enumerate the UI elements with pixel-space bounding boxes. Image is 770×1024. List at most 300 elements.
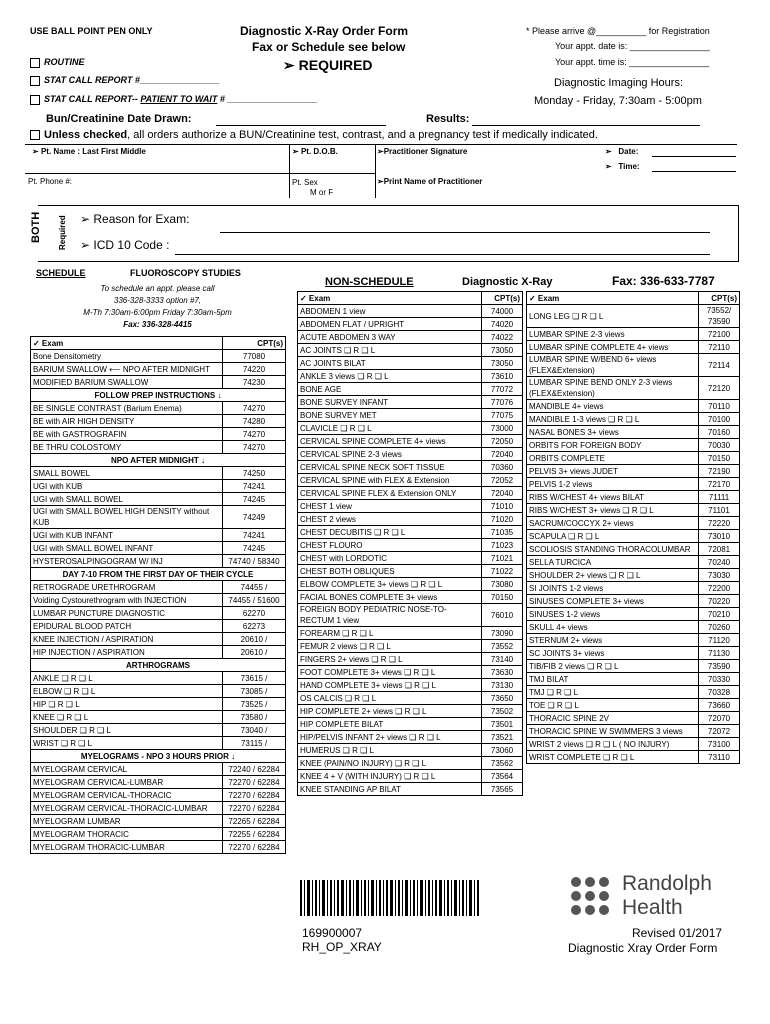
table-row[interactable] — [31, 841, 286, 854]
cpt-code: 72170 — [699, 478, 740, 491]
table-row[interactable] — [527, 426, 740, 439]
form-id: RH_OP_XRAY — [302, 940, 382, 954]
cpt-code: 71101 — [699, 504, 740, 517]
checkbox-icon[interactable] — [30, 95, 40, 105]
table-row[interactable] — [31, 555, 286, 568]
exam-name: HYSTEROSALPINGOGRAM W/ INJ — [31, 555, 223, 568]
table-row[interactable] — [31, 659, 286, 672]
divider — [375, 144, 376, 198]
cpt-code: 74245 — [223, 493, 286, 506]
table-row[interactable] — [298, 692, 523, 705]
pt-name-label: Pt. Name : Last First Middle — [40, 147, 146, 156]
exam-name: BE with AIR HIGH DENSITY — [31, 415, 223, 428]
exam-name: CERVICAL SPINE COMPLETE 4+ views — [298, 435, 482, 448]
exam-name: HUMERUS ❑ R ❑ L — [298, 744, 482, 757]
table-row[interactable] — [527, 305, 740, 328]
table-row[interactable] — [527, 673, 740, 686]
cpt-code: 73100 — [699, 738, 740, 751]
cpt-code: 72255 / 62284 — [223, 828, 286, 841]
cpt-code: 73040 / — [223, 724, 286, 737]
exam-name: MYELOGRAM CERVICAL — [31, 763, 223, 776]
cpt-code: 72270 / 62284 — [223, 789, 286, 802]
table-row[interactable] — [31, 493, 286, 506]
results-field[interactable] — [472, 125, 700, 126]
exam-name: HIP ❑ R ❑ L — [31, 698, 223, 711]
cpt-code: 73564 — [482, 770, 523, 783]
table-row[interactable] — [31, 685, 286, 698]
table-row[interactable] — [298, 653, 523, 666]
form-title: Diagnostic X-Ray Order Form — [240, 24, 409, 38]
exam-name: AC JOINTS ❑ R ❑ L — [298, 344, 482, 357]
table-row[interactable] — [527, 377, 740, 400]
routine-label: ROUTINE — [44, 57, 85, 67]
nonschedule-table-mid — [297, 291, 523, 796]
cpt-code: 77075 — [482, 409, 523, 422]
table-row[interactable] — [298, 731, 523, 744]
exam-name: LUMBAR PUNCTURE DIAGNOSTIC — [31, 607, 223, 620]
table-row[interactable] — [31, 506, 286, 529]
cpt-code: 74230 — [223, 376, 286, 389]
table-row[interactable] — [31, 389, 286, 402]
table-row[interactable] — [527, 517, 740, 530]
exam-name: CHEST 2 views — [298, 513, 482, 526]
cpt-code: 20610 / — [223, 633, 286, 646]
table-header — [298, 292, 523, 305]
cpt-code: 74270 — [223, 441, 286, 454]
pen-note: USE BALL POINT PEN ONLY — [30, 26, 153, 36]
table-row[interactable] — [31, 350, 286, 363]
table-row[interactable] — [298, 448, 523, 461]
exam-name: SKULL 4+ views — [527, 621, 699, 634]
exam-header: ✓ Exam — [527, 292, 699, 305]
table-row[interactable] — [527, 400, 740, 413]
table-row[interactable] — [527, 621, 740, 634]
table-row[interactable] — [527, 647, 740, 660]
cpt-code: 73501 — [482, 718, 523, 731]
cpt-code: 73110 — [699, 751, 740, 764]
cpt-code: 74220 — [223, 363, 286, 376]
cpt-code: 74455 / 51600 — [223, 594, 286, 607]
table-row[interactable] — [31, 441, 286, 454]
table-row[interactable] — [527, 582, 740, 595]
pt-phone-field[interactable]: Pt. Phone #: — [28, 177, 73, 186]
table-row[interactable] — [298, 383, 523, 396]
checkbox-icon[interactable] — [30, 130, 40, 140]
exam-name: FOOT COMPLETE 3+ views ❑ R ❑ L — [298, 666, 482, 679]
exam-name: HIP COMPLETE BILAT — [298, 718, 482, 731]
exam-name: LUMBAR SPINE 2-3 views — [527, 328, 699, 341]
exam-name: TMJ ❑ R ❑ L — [527, 686, 699, 699]
cpt-code: 74270 — [223, 402, 286, 415]
cpt-code: 72200 — [699, 582, 740, 595]
cpt-code: 74241 — [223, 529, 286, 542]
table-row[interactable] — [527, 686, 740, 699]
cpt-header: CPT(s) — [482, 292, 523, 305]
table-row[interactable] — [298, 500, 523, 513]
logo-dots-icon — [568, 874, 616, 927]
table-row[interactable] — [298, 526, 523, 539]
cpt-code: 76010 — [482, 604, 523, 627]
table-row[interactable] — [298, 666, 523, 679]
table-row[interactable] — [31, 646, 286, 659]
exam-name: SINUSES COMPLETE 3+ views — [527, 595, 699, 608]
exam-name: WRIST COMPLETE ❑ R ❑ L — [527, 751, 699, 764]
table-row[interactable] — [31, 750, 286, 763]
practitioner-signature-field[interactable]: ➢Practitioner Signature — [377, 147, 468, 156]
cpt-code: 73590 — [699, 660, 740, 673]
results-label: Results: — [426, 113, 470, 125]
table-row[interactable] — [298, 513, 523, 526]
pt-name-field[interactable]: ➢ Pt. Name : Last First Middle — [32, 147, 146, 156]
exam-name: BE with GASTROGRAFIN — [31, 428, 223, 441]
table-row[interactable] — [298, 344, 523, 357]
exam-name: KNEE ❑ R ❑ L — [31, 711, 223, 724]
table-row[interactable] — [31, 568, 286, 581]
table-row[interactable] — [298, 604, 523, 627]
exam-name: CHEST with LORDOTIC — [298, 552, 482, 565]
exam-name: THORACIC SPINE W SWIMMERS 3 views — [527, 725, 699, 738]
exam-name: ARTHROGRAMS — [31, 659, 286, 672]
pt-dob-field[interactable]: ➢ Pt. D.O.B. — [292, 147, 338, 156]
table-row[interactable] — [298, 552, 523, 565]
cpt-code: 70210 — [699, 608, 740, 621]
cpt-code: 73090 — [482, 627, 523, 640]
table-row[interactable] — [298, 757, 523, 770]
exam-name: ELBOW ❑ R ❑ L — [31, 685, 223, 698]
exam-name: MANDIBLE 1-3 views ❑ R ❑ L — [527, 413, 699, 426]
table-row[interactable] — [527, 556, 740, 569]
table-row[interactable] — [298, 627, 523, 640]
exam-header: ✓ Exam — [31, 337, 223, 350]
cpt-code: 74270 — [223, 428, 286, 441]
exam-name: MYELOGRAM THORACIC — [31, 828, 223, 841]
time-label: Time: — [618, 162, 640, 171]
table-row[interactable] — [527, 595, 740, 608]
exam-header: ✓ Exam — [298, 292, 482, 305]
cpt-code: 70150 — [482, 591, 523, 604]
cpt-code: 72190 — [699, 465, 740, 478]
table-row[interactable] — [31, 376, 286, 389]
cpt-code: 73502 — [482, 705, 523, 718]
exam-name: BONE SURVEY MET — [298, 409, 482, 422]
table-row[interactable] — [527, 569, 740, 582]
unless-option[interactable] — [30, 129, 598, 141]
table-row[interactable] — [527, 504, 740, 517]
table-row[interactable] — [527, 354, 740, 377]
table-row[interactable] — [298, 744, 523, 757]
fluoro-title: FLUOROSCOPY STUDIES — [130, 268, 241, 278]
exam-name: KNEE INJECTION / ASPIRATION — [31, 633, 223, 646]
cpt-code: 62273 — [223, 620, 286, 633]
table-row[interactable] — [31, 363, 286, 376]
exam-name: HIP/PELVIS INFANT 2+ views ❑ R ❑ L — [298, 731, 482, 744]
checkbox-icon[interactable] — [30, 76, 40, 86]
exam-name: CERVICAL SPINE with FLEX & Extension — [298, 474, 482, 487]
cpt-code: 77072 — [482, 383, 523, 396]
icd-field[interactable] — [175, 254, 710, 255]
cpt-code: 72240 / 62284 — [223, 763, 286, 776]
cpt-code: 71023 — [482, 539, 523, 552]
table-row[interactable] — [527, 465, 740, 478]
table-row[interactable] — [527, 341, 740, 354]
table-row[interactable] — [31, 711, 286, 724]
exam-name: OS CALCIS ❑ R ❑ L — [298, 692, 482, 705]
exam-name: STERNUM 2+ views — [527, 634, 699, 647]
exam-name: EPIDURAL BLOOD PATCH — [31, 620, 223, 633]
exam-name: SACRUM/COCCYX 2+ views — [527, 517, 699, 530]
cpt-code: 73000 — [482, 422, 523, 435]
table-row[interactable] — [298, 474, 523, 487]
table-row[interactable] — [298, 578, 523, 591]
exam-name: DAY 7-10 FROM THE FIRST DAY OF THEIR CYCLE — [31, 568, 286, 581]
cpt-code: 72100 — [699, 328, 740, 341]
table-row[interactable] — [31, 737, 286, 750]
date-field[interactable]: ➢ Date: — [605, 147, 639, 156]
stat-wait-option[interactable] — [30, 94, 317, 105]
table-row[interactable] — [298, 318, 523, 331]
exam-name: SINUSES 1-2 views — [527, 608, 699, 621]
cpt-code: 74020 — [482, 318, 523, 331]
table-row[interactable] — [298, 770, 523, 783]
exam-name: RIBS W/CHEST 4+ views BILAT — [527, 491, 699, 504]
table-row[interactable] — [298, 305, 523, 318]
hours-label: Diagnostic Imaging Hours: — [554, 77, 684, 89]
table-row[interactable] — [298, 705, 523, 718]
unless-text: , all orders authorize a BUN/Creatinine test, contrast, and a pregnancy test if medically indicated. — [127, 129, 598, 141]
bun-field[interactable] — [216, 125, 386, 126]
exam-name: KNEE STANDING AP BILAT — [298, 783, 482, 796]
cpt-code: 73525 / — [223, 698, 286, 711]
table-row[interactable] — [31, 581, 286, 594]
exam-name: FINGERS 2+ views ❑ R ❑ L — [298, 653, 482, 666]
cpt-code: 72270 / 62284 — [223, 776, 286, 789]
exam-name: UGI with SMALL BOWEL HIGH DENSITY without KUB — [31, 506, 223, 529]
pt-sex-options[interactable]: M or F — [310, 188, 334, 197]
exam-name: ACUTE ABDOMEN 3 WAY — [298, 331, 482, 344]
stat-call-option[interactable] — [30, 75, 220, 86]
table-row[interactable] — [31, 428, 286, 441]
table-row[interactable] — [298, 331, 523, 344]
exam-name: MYELOGRAM THORACIC-LUMBAR — [31, 841, 223, 854]
table-row[interactable] — [527, 751, 740, 764]
cpt-code: 74280 — [223, 415, 286, 428]
barcode-icon — [300, 880, 480, 916]
cpt-code: 72265 / 62284 — [223, 815, 286, 828]
exam-name: BARIUM SWALLOW ⟵ NPO AFTER MIDNIGHT — [31, 363, 223, 376]
exam-name: LONG LEG ❑ R ❑ L — [527, 305, 699, 328]
table-row[interactable] — [298, 422, 523, 435]
table-row[interactable] — [31, 828, 286, 841]
divider — [25, 173, 375, 174]
patient-to-wait: PATIENT TO WAIT — [140, 94, 218, 104]
table-row[interactable] — [31, 620, 286, 633]
table-row[interactable] — [31, 802, 286, 815]
form-name: Diagnostic Xray Order Form — [568, 941, 718, 955]
table-row[interactable] — [31, 415, 286, 428]
table-row[interactable] — [31, 480, 286, 493]
table-row[interactable] — [31, 402, 286, 415]
exam-name: AC JOINTS BILAT — [298, 357, 482, 370]
exam-name: CERVICAL SPINE NECK SOFT TISSUE — [298, 461, 482, 474]
table-row[interactable] — [31, 763, 286, 776]
routine-option[interactable] — [30, 57, 85, 68]
table-row[interactable] — [298, 461, 523, 474]
table-row[interactable] — [527, 439, 740, 452]
table-row[interactable] — [298, 409, 523, 422]
appt-time[interactable]: Your appt. time is: ________________ — [555, 57, 710, 67]
exam-name: Bone Densitometry — [31, 350, 223, 363]
table-row[interactable] — [527, 328, 740, 341]
cpt-header: CPT(s) — [699, 292, 740, 305]
cpt-code: 74245 — [223, 542, 286, 555]
table-row[interactable] — [31, 529, 286, 542]
table-row[interactable] — [298, 487, 523, 500]
form-subtitle: Fax or Schedule see below — [252, 40, 406, 54]
table-row[interactable] — [31, 698, 286, 711]
both-label: BOTH — [30, 211, 42, 243]
cpt-code: 71130 — [699, 647, 740, 660]
cpt-code: 72081 — [699, 543, 740, 556]
cpt-code: 73610 — [482, 370, 523, 383]
table-row[interactable] — [527, 491, 740, 504]
checkbox-icon[interactable] — [30, 58, 40, 68]
reason-field[interactable] — [220, 232, 710, 233]
table-row[interactable] — [31, 789, 286, 802]
reason-label: ➢ Reason for Exam: — [80, 212, 190, 226]
form-code: 169900007 — [302, 926, 363, 940]
table-row[interactable] — [31, 594, 286, 607]
exam-name: PELVIS 3+ views JUDET — [527, 465, 699, 478]
table-row[interactable] — [298, 783, 523, 796]
practitioner-print-field[interactable]: ➢Print Name of Practitioner — [377, 177, 483, 186]
table-row[interactable] — [527, 660, 740, 673]
exam-name: TIB/FIB 2 views ❑ R ❑ L — [527, 660, 699, 673]
cpt-code: 71035 — [482, 526, 523, 539]
table-header — [31, 337, 286, 350]
cpt-code: 72040 — [482, 448, 523, 461]
table-row[interactable] — [31, 633, 286, 646]
cpt-code: 73080 — [482, 578, 523, 591]
table-row[interactable] — [31, 672, 286, 685]
exam-name: ANKLE ❑ R ❑ L — [31, 672, 223, 685]
cpt-code: 73650 — [482, 692, 523, 705]
cpt-code: 70328 — [699, 686, 740, 699]
table-row[interactable] — [298, 718, 523, 731]
exam-name: CHEST DECUBITIS ❑ R ❑ L — [298, 526, 482, 539]
cpt-code: 73060 — [482, 744, 523, 757]
table-row[interactable] — [31, 454, 286, 467]
cpt-code: 73010 — [699, 530, 740, 543]
cpt-code: 74241 — [223, 480, 286, 493]
table-row[interactable] — [527, 634, 740, 647]
table-row[interactable] — [527, 478, 740, 491]
appt-date[interactable]: Your appt. date is: ________________ — [555, 41, 710, 51]
cpt-code: 70240 — [699, 556, 740, 569]
schedule-title: SCHEDULE — [36, 268, 86, 278]
table-row[interactable] — [31, 542, 286, 555]
exam-name: NPO AFTER MIDNIGHT ↓ — [31, 454, 286, 467]
exam-name: CHEST FLOURO — [298, 539, 482, 552]
table-row[interactable] — [298, 435, 523, 448]
cpt-code: 72270 / 62284 — [223, 841, 286, 854]
pt-dob-label: Pt. D.O.B. — [300, 147, 338, 156]
exam-name: RIBS W/CHEST 3+ views ❑ R ❑ L — [527, 504, 699, 517]
cpt-code: 73130 — [482, 679, 523, 692]
table-row[interactable] — [31, 724, 286, 737]
table-row[interactable] — [31, 815, 286, 828]
table-row[interactable] — [527, 413, 740, 426]
table-row[interactable] — [527, 699, 740, 712]
schedule-fax: Fax: 336-328-4415 — [123, 320, 192, 329]
fax-number: Fax: 336-633-7787 — [612, 274, 715, 288]
exam-name: HIP INJECTION / ASPIRATION — [31, 646, 223, 659]
table-row[interactable] — [298, 640, 523, 653]
table-row[interactable] — [527, 712, 740, 725]
time-field[interactable]: ➢ Time: — [605, 162, 640, 171]
exam-name: BONE AGE — [298, 383, 482, 396]
cpt-code: 74740 / 58340 — [223, 555, 286, 568]
table-row[interactable] — [298, 396, 523, 409]
bun-label: Bun/Creatinine Date Drawn: — [46, 113, 192, 125]
revised: Revised 01/2017 — [632, 926, 723, 940]
table-row[interactable] — [527, 452, 740, 465]
cpt-code: 73521 — [482, 731, 523, 744]
table-row[interactable] — [527, 725, 740, 738]
cpt-code: 74455 / — [223, 581, 286, 594]
table-row[interactable] — [527, 543, 740, 556]
exam-name: BE THRU COLOSTOMY — [31, 441, 223, 454]
table-row[interactable] — [527, 738, 740, 751]
table-row[interactable] — [527, 608, 740, 621]
cpt-code: 70100 — [699, 413, 740, 426]
table-row[interactable] — [298, 591, 523, 604]
cpt-code: 74022 — [482, 331, 523, 344]
table-header — [527, 292, 740, 305]
table-row[interactable] — [527, 530, 740, 543]
cpt-code: 74250 — [223, 467, 286, 480]
table-row[interactable] — [298, 370, 523, 383]
unless-bold: Unless checked — [44, 129, 128, 141]
table-row[interactable] — [298, 679, 523, 692]
exam-name: LUMBAR SPINE BEND ONLY 2-3 views (FLEX&Extension) — [527, 377, 699, 400]
schedule-note: To schedule an appt. please call — [100, 284, 215, 293]
icd-label: ➢ ICD 10 Code : — [80, 238, 170, 252]
exam-name: BE SINGLE CONTRAST (Barium Enema) — [31, 402, 223, 415]
required-vertical: Required — [58, 215, 67, 250]
exam-name: BONE SURVEY INFANT — [298, 396, 482, 409]
table-row[interactable] — [298, 539, 523, 552]
cpt-code: 71021 — [482, 552, 523, 565]
table-row[interactable] — [31, 607, 286, 620]
exam-name: MYELOGRAM CERVICAL-LUMBAR — [31, 776, 223, 789]
exam-name: THORACIC SPINE 2V — [527, 712, 699, 725]
exam-name: MYELOGRAM CERVICAL-THORACIC — [31, 789, 223, 802]
cpt-code: 73615 / — [223, 672, 286, 685]
table-row[interactable] — [31, 776, 286, 789]
cpt-code: 73552 — [482, 640, 523, 653]
cpt-header: CPT(s) — [223, 337, 286, 350]
exam-name: MYELOGRAM LUMBAR — [31, 815, 223, 828]
table-row[interactable] — [298, 357, 523, 370]
table-row[interactable] — [298, 565, 523, 578]
exam-name: ABDOMEN FLAT / UPRIGHT — [298, 318, 482, 331]
exam-name: TMJ BILAT — [527, 673, 699, 686]
table-row[interactable] — [31, 467, 286, 480]
cpt-code: 77080 — [223, 350, 286, 363]
cpt-code: 71022 — [482, 565, 523, 578]
cpt-code: 74000 — [482, 305, 523, 318]
cpt-code: 71020 — [482, 513, 523, 526]
